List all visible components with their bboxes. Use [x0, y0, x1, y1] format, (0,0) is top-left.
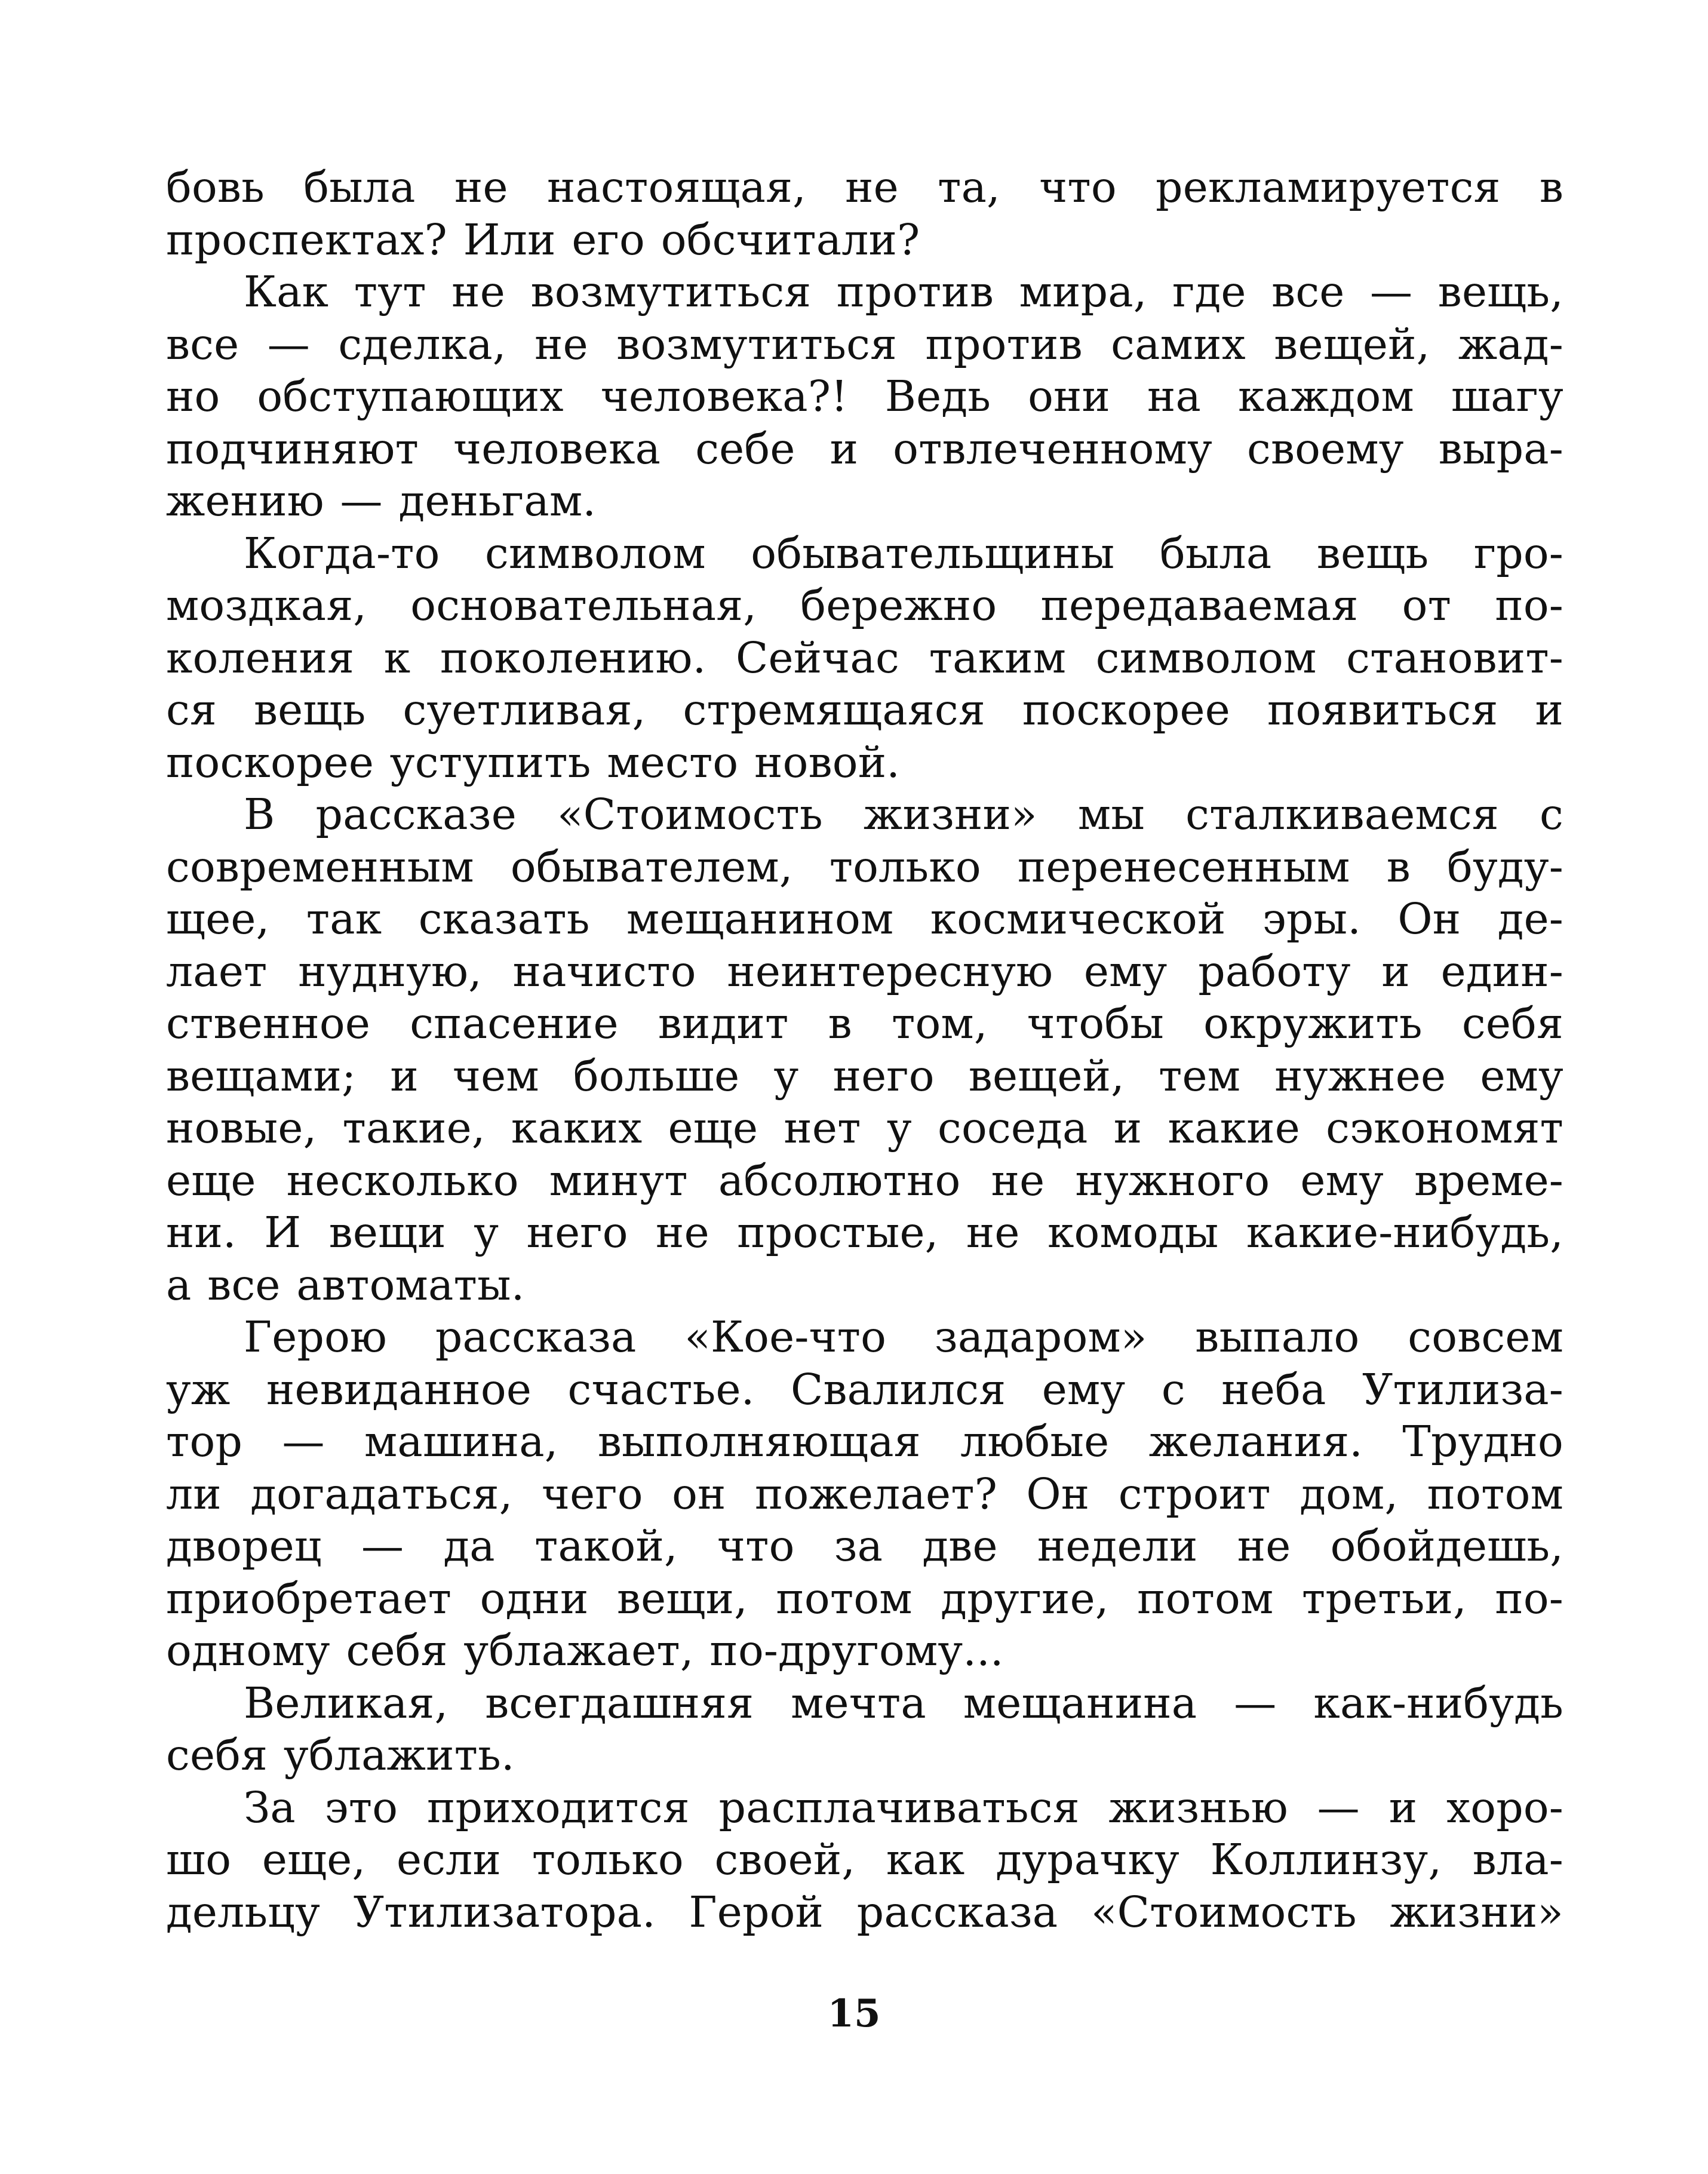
text-line-content: одному себя ублажает, по-другому...: [166, 1626, 1004, 1675]
text-line-content: вещами; и чем больше у него вещей, тем нужнее ему: [166, 1051, 1563, 1101]
text-line: [166, 423, 1563, 475]
text-line: [166, 1729, 1563, 1782]
text-line: [166, 788, 1563, 841]
text-line: [166, 1886, 1563, 1939]
text-line-content: подчиняют человека себе и отвлеченному своему выра-: [166, 423, 1563, 474]
text-line: [166, 266, 1563, 318]
text-line: [166, 1677, 1563, 1730]
text-line-content: но обступающих человека?! Ведь они на каждом шагу: [166, 371, 1563, 421]
text-line: [166, 1834, 1563, 1886]
text-line-content: моздкая, основательная, бережно передаваемая от по-: [166, 581, 1563, 630]
page-number: 15: [827, 1991, 881, 2036]
text-line: [166, 161, 1563, 214]
text-line-content: коления к поколению. Сейчас таким символом становит-: [166, 632, 1563, 683]
text-line: [166, 1311, 1563, 1364]
text-line: [166, 1259, 1563, 1312]
text-line-content: ли догадаться, чего он пожелает? Он строит дом, потом: [166, 1469, 1563, 1519]
text-line: [166, 841, 1563, 893]
text-line-content: щее, так сказать мещанином космической эры. Он де-: [166, 894, 1563, 944]
text-line-content: дворец — да такой, что за две недели не обойдешь,: [166, 1521, 1563, 1571]
text-line: [166, 1573, 1563, 1625]
text-line: [166, 370, 1563, 423]
text-line-content: тор — машина, выполняющая любые желания. Трудно: [166, 1417, 1563, 1466]
text-line: [166, 1468, 1563, 1521]
text-line: [166, 318, 1563, 371]
text-line-content: новые, такие, каких еще нет у соседа и какие сэкономят: [166, 1103, 1563, 1153]
text-line-content: ся вещь суетливая, стремящаяся поскорее появиться и: [166, 685, 1563, 735]
text-line: [166, 1154, 1563, 1207]
text-line-content: еще несколько минут абсолютно не нужного ему време-: [166, 1155, 1563, 1205]
text-line-content: Когда-то символом обывательщины была вещь гро-: [244, 528, 1563, 578]
text-line: [166, 579, 1563, 632]
text-line: [166, 1625, 1563, 1677]
text-line-content: поскорее уступить место новой.: [166, 737, 901, 787]
text-line: [166, 1050, 1563, 1103]
text-line-content: себя ублажить.: [166, 1730, 515, 1780]
text-line-content: уж невиданное счастье. Свалился ему с неба Утилиза-: [166, 1364, 1563, 1414]
text-line-content: В рассказе «Стоимость жизни» мы сталкиваемся с: [244, 790, 1563, 839]
text-line: [166, 945, 1563, 998]
text-line: [166, 632, 1563, 684]
text-line-content: а все автоматы.: [166, 1260, 525, 1310]
text-line: [166, 997, 1563, 1050]
text-line-content: шо еще, если только своей, как дурачку Коллинзу, вла-: [166, 1835, 1563, 1884]
text-line: [166, 684, 1563, 736]
text-line: [166, 1415, 1563, 1468]
text-line-content: современным обывателем, только перенесенным в буду-: [166, 842, 1563, 892]
text-line-content: приобретает одни вещи, потом другие, потом третьи, по-: [166, 1573, 1563, 1623]
text-line-content: все — сделка, не возмутиться против самих вещей, жад-: [166, 319, 1563, 369]
text-line-content: За это приходится расплачиваться жизнью — и хоро-: [244, 1782, 1563, 1832]
text-line-content: дельцу Утилизатора. Герой рассказа «Стоимость жизни»: [166, 1887, 1563, 1937]
text-line-content: Как тут не возмутиться против мира, где все — вещь,: [244, 267, 1563, 317]
text-line-content: Великая, всегдашняя мечта мещанина — как-нибудь: [244, 1678, 1563, 1728]
text-line: [166, 893, 1563, 945]
text-line: [166, 1102, 1563, 1154]
text-line: [166, 1520, 1563, 1573]
text-line: [166, 214, 1563, 266]
text-line-content: Герою рассказа «Кое-что задаром» выпало совсем: [244, 1312, 1563, 1362]
text-line-content: проспектах? Или его обсчитали?: [166, 214, 920, 265]
text-line-content: ственное спасение видит в том, чтобы окружить себя: [166, 999, 1563, 1048]
text-line: [166, 736, 1563, 789]
text-line: [166, 527, 1563, 580]
text-line-content: бовь была не настоящая, не та, что рекламируется в: [166, 162, 1563, 212]
text-line: [166, 1782, 1563, 1834]
text-line-content: лает нудную, начисто неинтересную ему работу и един-: [166, 946, 1563, 996]
text-line-content: жению — деньгам.: [166, 476, 597, 526]
text-line: [166, 1364, 1563, 1416]
text-line: [166, 1206, 1563, 1259]
text-line-content: ни. И вещи у него не простые, не комоды какие-нибудь,: [166, 1208, 1563, 1257]
text-line: [166, 475, 1563, 527]
body-text: [166, 161, 1563, 1938]
